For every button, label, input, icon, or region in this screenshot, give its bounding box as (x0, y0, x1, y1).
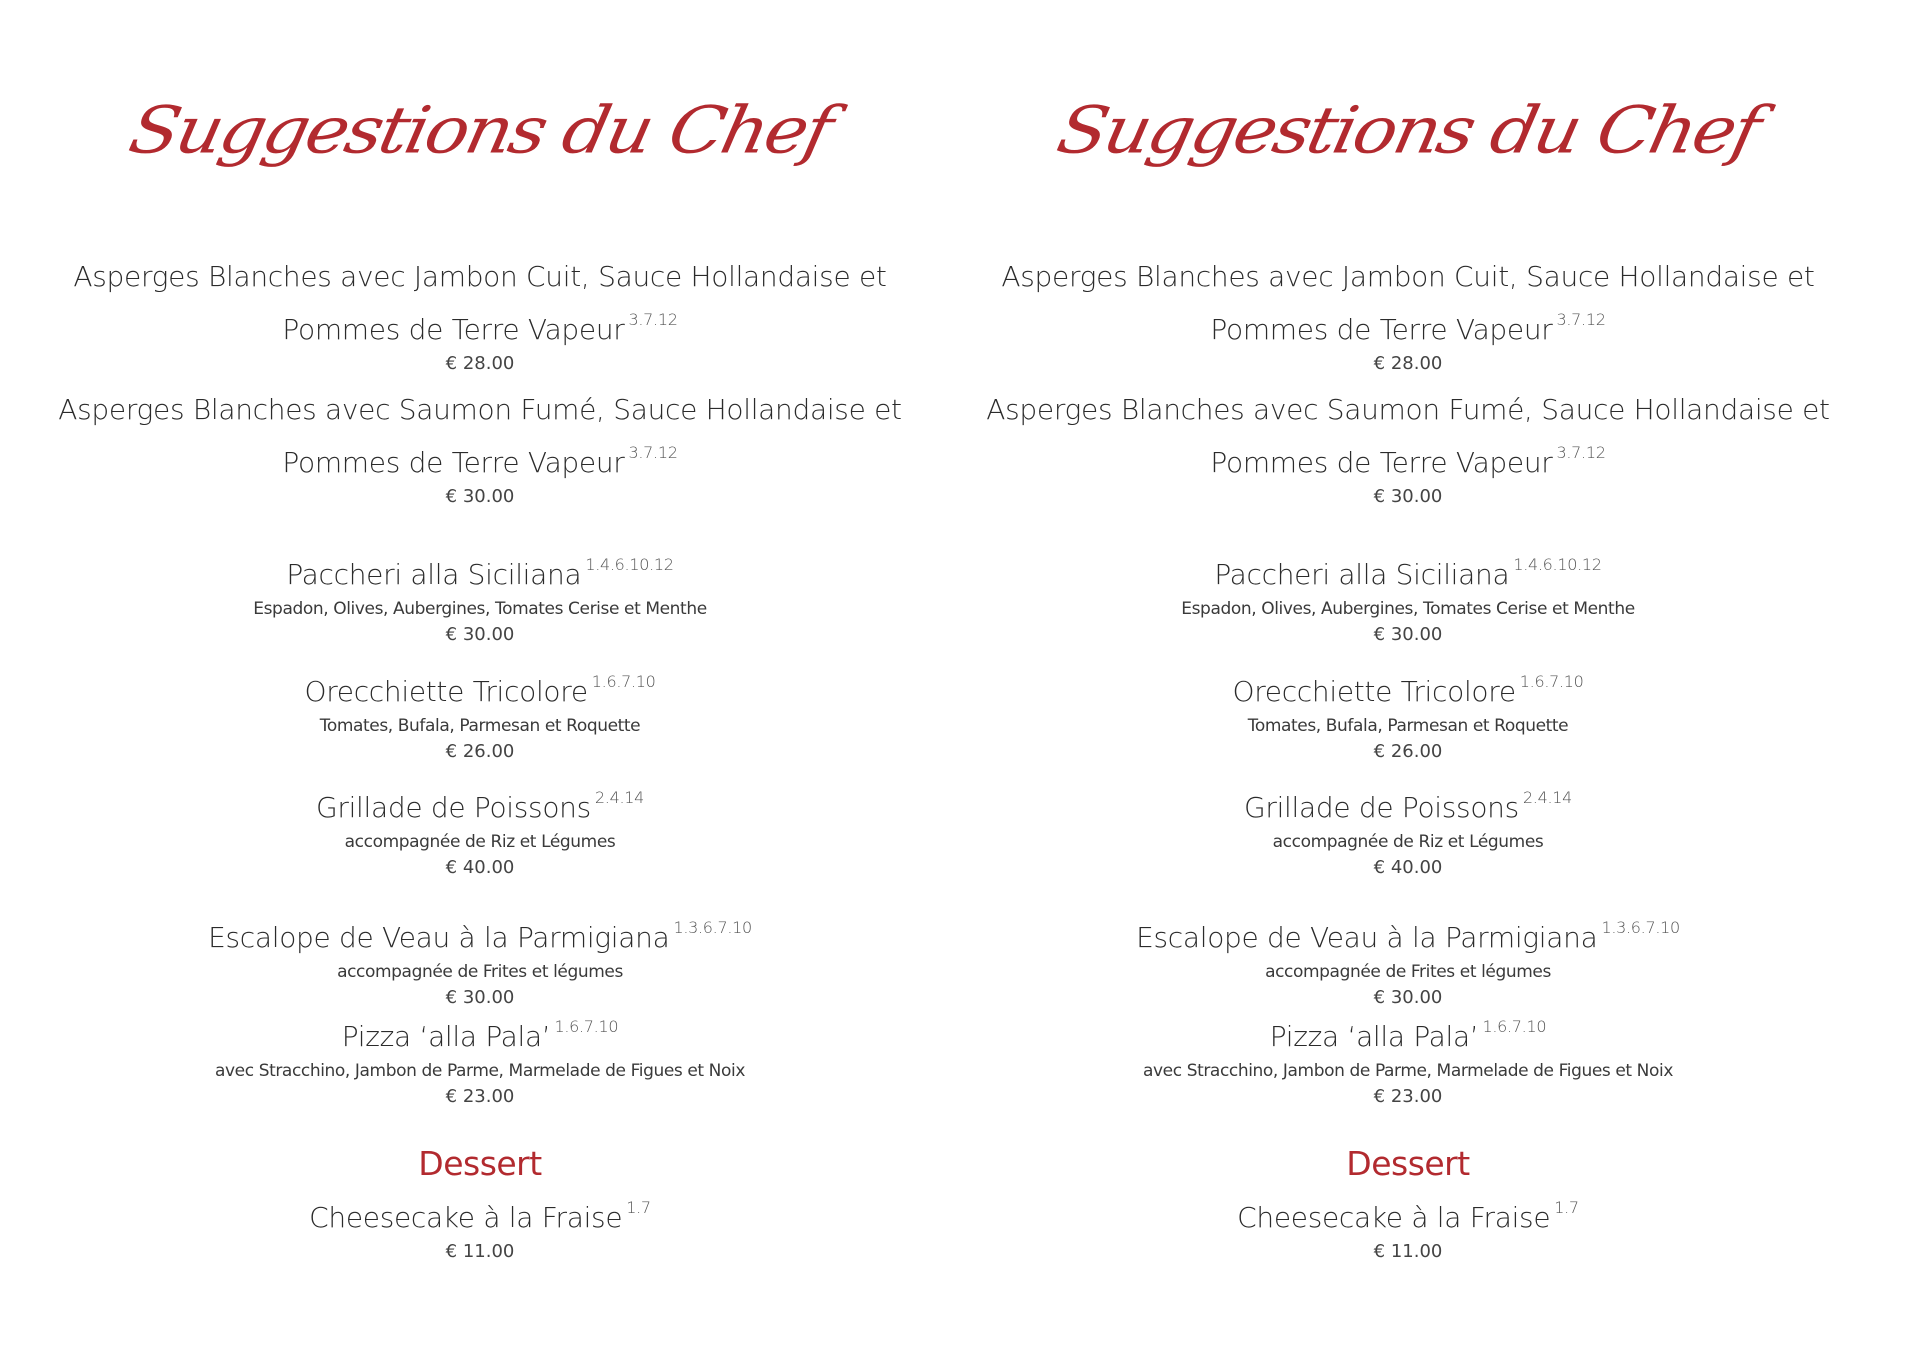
dish-price: € 30.00 (445, 624, 515, 645)
allergen-codes: 1.4.6.10.12 (585, 555, 674, 574)
allergen-codes: 1.4.6.10.12 (1513, 555, 1602, 574)
allergen-codes: 1.3.6.7.10 (673, 918, 752, 937)
menu-item-pizza (0, 1005, 960, 1110)
dish-name: Pommes de Terre Vapeur $^{3.7.12}$ (1210, 310, 1606, 346)
dish-name: Asperges Blanches avec Jambon Cuit, Sauce Hollandaise et (73, 260, 887, 293)
dessert-section (0, 1142, 960, 1265)
dish-name: Pommes de Terre Vapeur $^{3.7.12}$ (282, 443, 678, 479)
dish-price: € 11.00 (445, 1241, 515, 1262)
dish-name: Escalope de Veau à la Parmigiana $^{1.3.6.7.10}$ (208, 918, 752, 954)
menu-title: Suggestions du Chef (122, 92, 838, 168)
menu-page-right (928, 0, 1888, 1358)
allergen-codes: 2.4.14 (1522, 788, 1573, 807)
dish-description: avec Stracchino, Jambon de Parme, Marmelade de Figues et Noix (215, 1061, 745, 1081)
dessert-heading: Dessert (1346, 1144, 1470, 1183)
dish-name: Pizza ‘alla Pala’ $^{1.6.7.10}$ (341, 1017, 619, 1053)
dish-price: € 40.00 (1373, 857, 1443, 878)
dish-price: € 26.00 (1373, 741, 1443, 762)
allergen-codes: 1.6.7.10 (591, 672, 656, 691)
allergen-codes: 1.6.7.10 (1482, 1017, 1547, 1036)
dish-name: Asperges Blanches avec Jambon Cuit, Sauce Hollandaise et (1001, 260, 1815, 293)
dish-price: € 30.00 (1373, 486, 1443, 507)
menu-item-grillade (928, 776, 1888, 881)
dish-price: € 30.00 (445, 987, 515, 1008)
allergen-codes: 3.7.12 (1556, 310, 1606, 329)
dish-description: avec Stracchino, Jambon de Parme, Marmelade de Figues et Noix (1143, 1061, 1673, 1081)
menu-item-asperges-jambon (0, 255, 960, 377)
menu-item-asperges-saumon (0, 388, 960, 510)
dessert-heading: Dessert (418, 1144, 542, 1183)
dish-description: accompagnée de Frites et légumes (1265, 962, 1551, 982)
dish-name: Orecchiette Tricolore $^{1.6.7.10}$ (304, 672, 656, 708)
dish-price: € 23.00 (445, 1086, 515, 1107)
dish-name: Pommes de Terre Vapeur $^{3.7.12}$ (282, 310, 678, 346)
dish-name: Asperges Blanches avec Saumon Fumé, Sauce Hollandaise et (58, 393, 902, 426)
allergen-codes: 1.7 (1554, 1198, 1579, 1217)
menu-item-orecchiette (928, 660, 1888, 765)
dish-name: Grillade de Poissons $^{2.4.14}$ (1243, 788, 1573, 824)
allergen-codes: 1.6.7.10 (554, 1017, 619, 1036)
allergen-codes: 1.3.6.7.10 (1601, 918, 1680, 937)
menu-item-paccheri (0, 543, 960, 648)
allergen-codes: 2.4.14 (594, 788, 645, 807)
dish-price: € 11.00 (1373, 1241, 1443, 1262)
dish-price: € 30.00 (1373, 987, 1443, 1008)
dish-name: Grillade de Poissons $^{2.4.14}$ (315, 788, 645, 824)
allergen-codes: 1.7 (626, 1198, 651, 1217)
dish-price: € 23.00 (1373, 1086, 1443, 1107)
menu-item-orecchiette (0, 660, 960, 765)
allergen-codes: 3.7.12 (628, 310, 678, 329)
dish-description: accompagnée de Riz et Légumes (344, 832, 616, 852)
menu-item-escalope (928, 906, 1888, 1011)
dish-name: Cheesecake à la Fraise $^{1.7}$ (309, 1198, 651, 1234)
dish-name: Asperges Blanches avec Saumon Fumé, Sauce Hollandaise et (986, 393, 1830, 426)
dish-description: Tomates, Bufala, Parmesan et Roquette (319, 716, 641, 736)
dish-name: Paccheri alla Siciliana $^{1.4.6.10.12}$ (1214, 555, 1602, 591)
dish-description: Espadon, Olives, Aubergines, Tomates Cerise et Menthe (253, 599, 707, 619)
menu-item-asperges-jambon (928, 255, 1888, 377)
allergen-codes: 3.7.12 (628, 443, 678, 462)
dish-price: € 26.00 (445, 741, 515, 762)
dish-name: Cheesecake à la Fraise $^{1.7}$ (1237, 1198, 1579, 1234)
allergen-codes: 1.6.7.10 (1519, 672, 1584, 691)
dish-name: Pommes de Terre Vapeur $^{3.7.12}$ (1210, 443, 1606, 479)
dish-price: € 30.00 (1373, 624, 1443, 645)
menu-item-grillade (0, 776, 960, 881)
allergen-codes: 3.7.12 (1556, 443, 1606, 462)
dish-price: € 28.00 (1373, 353, 1443, 374)
dessert-section (928, 1142, 1888, 1265)
dish-name: Pizza ‘alla Pala’ $^{1.6.7.10}$ (1269, 1017, 1547, 1053)
dish-price: € 28.00 (445, 353, 515, 374)
dish-price: € 30.00 (445, 486, 515, 507)
dish-description: accompagnée de Riz et Légumes (1272, 832, 1544, 852)
menu-item-paccheri (928, 543, 1888, 648)
dish-price: € 40.00 (445, 857, 515, 878)
menu-item-pizza (928, 1005, 1888, 1110)
dish-description: accompagnée de Frites et légumes (337, 962, 623, 982)
dish-name: Escalope de Veau à la Parmigiana $^{1.3.6.7.10}$ (1136, 918, 1680, 954)
dish-name: Paccheri alla Siciliana $^{1.4.6.10.12}$ (286, 555, 674, 591)
menu-item-asperges-saumon (928, 388, 1888, 510)
dish-name: Orecchiette Tricolore $^{1.6.7.10}$ (1232, 672, 1584, 708)
menu-item-escalope (0, 906, 960, 1011)
dish-description: Espadon, Olives, Aubergines, Tomates Cerise et Menthe (1181, 599, 1635, 619)
menu-title: Suggestions du Chef (1050, 92, 1766, 168)
dish-description: Tomates, Bufala, Parmesan et Roquette (1247, 716, 1569, 736)
